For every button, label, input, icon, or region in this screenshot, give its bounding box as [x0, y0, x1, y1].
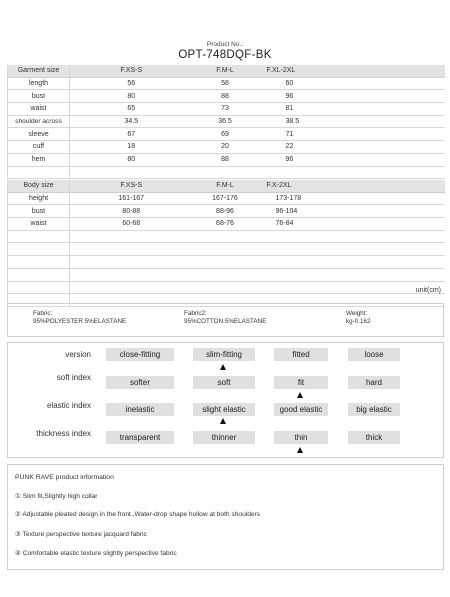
table-row: [8, 205, 445, 218]
cell-value: 56: [70, 77, 193, 90]
cell-value: 20: [193, 141, 258, 154]
empty-cell: [70, 281, 193, 294]
selected-marker-icon: [297, 392, 303, 398]
cell-value: 81: [258, 103, 445, 116]
cell-value: 173-178: [258, 192, 445, 205]
size-col-header: F.XL-2XL: [258, 65, 445, 77]
empty-cell: [8, 166, 70, 179]
empty-cell: [258, 256, 445, 269]
cell-value: 67: [70, 128, 193, 141]
weight-label: Weight:: [346, 310, 368, 317]
option-chip: fitted: [274, 348, 328, 361]
cell-value: 65: [70, 103, 193, 116]
cell-value: 18: [70, 141, 193, 154]
option-chip: soft: [193, 376, 255, 389]
cell-value: 58: [193, 77, 258, 90]
cell-value: 34.5: [70, 115, 193, 128]
feature-item: ① Slim fit,Slightly high collar: [15, 493, 98, 500]
version-label: version: [65, 350, 91, 359]
fabric2: [184, 310, 266, 326]
fabric2-value: 95%COTTON 5%ELASTANE: [184, 318, 267, 325]
empty-cell: [8, 230, 70, 243]
empty-cell: [258, 243, 445, 256]
unit-label: unit(cm): [415, 287, 441, 294]
soft-index-label: soft index: [56, 373, 91, 382]
option-chip: slim-fitting: [193, 348, 255, 361]
empty-cell: [8, 256, 70, 269]
row-label: waist: [8, 218, 70, 231]
row-label: cuff: [8, 141, 70, 154]
table-row-empty: [8, 243, 445, 256]
size-col-header: F.XS-S: [70, 65, 193, 77]
cell-value: 69: [193, 128, 258, 141]
cell-value: 80-88: [70, 205, 193, 218]
table-row: [8, 153, 445, 166]
weight: [346, 310, 371, 326]
table-row: [8, 90, 445, 103]
row-label: shoulder across: [8, 115, 70, 128]
body-size-title: Body size: [8, 180, 70, 192]
option-chip: good elastic: [274, 403, 328, 416]
cell-value: 96-104: [258, 205, 445, 218]
option-chip: thin: [274, 431, 328, 444]
cell-value: 96: [258, 90, 445, 103]
row-label: bust: [8, 90, 70, 103]
selected-marker-icon: [220, 418, 226, 424]
cell-value: 88: [193, 90, 258, 103]
fabric1-value: 95%POLYESTER 5%ELASTANE: [33, 318, 127, 325]
cell-value: 161-167: [70, 192, 193, 205]
table-row-empty: [8, 256, 445, 269]
option-chip: big elastic: [348, 403, 400, 416]
cell-value: 167-176: [193, 192, 258, 205]
row-label: sleeve: [8, 128, 70, 141]
product-number-label: Product No.:: [206, 41, 244, 48]
size-col-header: F.XS-S: [70, 180, 193, 192]
option-chip: hard: [348, 376, 400, 389]
cell-value: 68-76: [193, 218, 258, 231]
garment-size-title: Garment size: [8, 65, 70, 77]
table-row: [8, 128, 445, 141]
table-row-empty: [8, 166, 445, 179]
cell-value: 22: [258, 141, 445, 154]
option-chip: slight elastic: [193, 403, 255, 416]
table-row-empty: [8, 281, 445, 294]
empty-cell: [8, 243, 70, 256]
empty-cell: [193, 281, 258, 294]
cell-value: 38.5: [258, 115, 445, 128]
fit-index-panel: [7, 342, 444, 458]
weight-value: kg-0.162: [346, 318, 371, 325]
row-label: waist: [8, 103, 70, 116]
size-col-header: F.M-L: [193, 65, 258, 77]
selected-marker-icon: [220, 364, 226, 370]
table-row: [8, 103, 445, 116]
row-label: height: [8, 192, 70, 205]
selected-marker-icon: [297, 447, 303, 453]
row-label: hem: [8, 153, 70, 166]
product-info-title: PUNK RAVE product information: [15, 474, 114, 481]
row-label: bust: [8, 205, 70, 218]
option-chip: loose: [348, 348, 400, 361]
empty-cell: [8, 281, 70, 294]
empty-cell: [70, 166, 193, 179]
product-code: OPT-748DQF-BK: [178, 49, 272, 61]
empty-cell: [70, 256, 193, 269]
fabric1: [33, 310, 126, 326]
empty-cell: [193, 268, 258, 281]
size-col-header: F.M-L: [193, 180, 258, 192]
option-chip: thinner: [193, 431, 255, 444]
empty-cell: [193, 243, 258, 256]
elastic-index-label: elastic index: [46, 401, 91, 410]
fabric2-label: Fabric2:: [184, 310, 207, 317]
empty-cell: [193, 166, 258, 179]
feature-item: ④ Comfortable elastic texture slightly perspective fabric: [15, 550, 177, 557]
table-row: [8, 218, 445, 231]
cell-value: 88-96: [193, 205, 258, 218]
table-row-empty: [8, 230, 445, 243]
empty-cell: [193, 256, 258, 269]
feature-item: ② Adjustable pleated design in the front.,Water-drop shape hollow at both shoulders: [15, 511, 261, 518]
cell-value: 71: [258, 128, 445, 141]
cell-value: 88: [193, 153, 258, 166]
cell-value: 96: [258, 153, 445, 166]
size-col-header: F.X-2XL: [258, 180, 445, 192]
thickness-index-label: thickness index: [36, 429, 91, 438]
cell-value: 60: [258, 77, 445, 90]
cell-value: 80: [70, 90, 193, 103]
feature-item: ③ Texture perspective texture jacquard fabric: [15, 531, 147, 538]
garment-size-header-row: [8, 65, 445, 77]
garment-size-table: [7, 65, 445, 179]
body-size-table: [7, 180, 445, 307]
table-row: [8, 115, 445, 128]
option-chip: close-fitting: [106, 348, 174, 361]
empty-cell: [8, 268, 70, 281]
cell-value: 60-68: [70, 218, 193, 231]
fabric1-label: Fabric:: [33, 310, 53, 317]
fabric-panel: [7, 303, 444, 337]
cell-value: 73: [193, 103, 258, 116]
empty-cell: [258, 268, 445, 281]
table-row: [8, 77, 445, 90]
option-chip: fit: [274, 376, 328, 389]
option-chip: transparent: [106, 431, 174, 444]
empty-cell: [258, 166, 445, 179]
empty-cell: [70, 268, 193, 281]
empty-cell: [70, 230, 193, 243]
cell-value: 76-84: [258, 218, 445, 231]
option-chip: inelastic: [106, 403, 174, 416]
cell-value: 80: [70, 153, 193, 166]
body-size-header-row: [8, 180, 445, 192]
empty-cell: [193, 230, 258, 243]
option-chip: softer: [106, 376, 174, 389]
table-row: [8, 141, 445, 154]
empty-cell: [70, 243, 193, 256]
option-chip: thick: [348, 431, 400, 444]
table-row-empty: [8, 268, 445, 281]
table-row: [8, 192, 445, 205]
empty-cell: [258, 230, 445, 243]
cell-value: 36.5: [193, 115, 258, 128]
product-info-panel: [7, 464, 444, 570]
row-label: length: [8, 77, 70, 90]
